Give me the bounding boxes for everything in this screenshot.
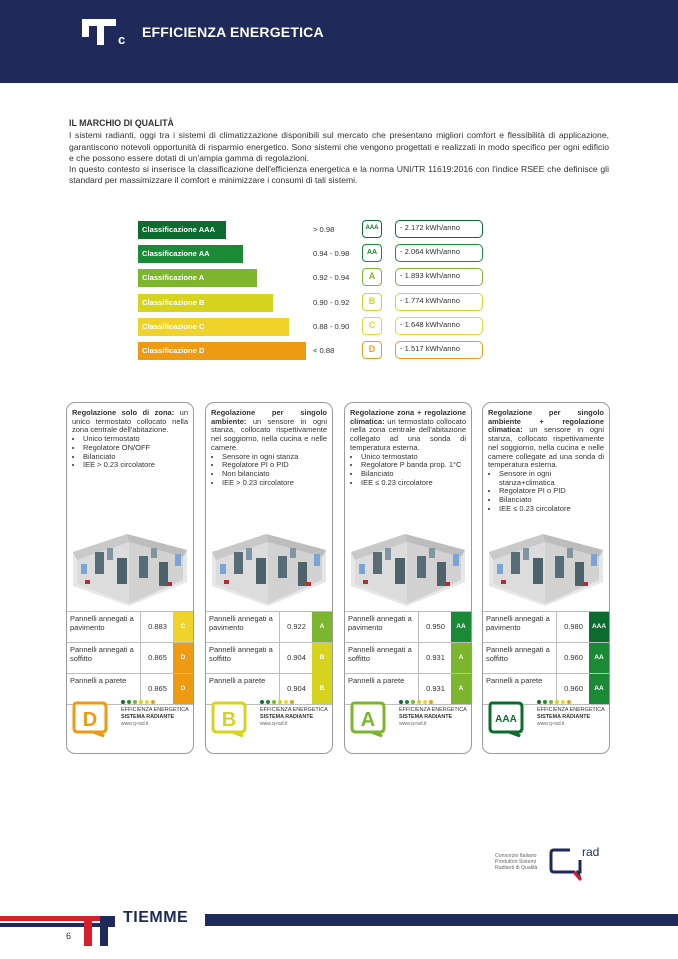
efficiency-value: 0.931 [418, 643, 452, 673]
intro-paragraph-1: I sistemi radianti, oggi tra i sistemi di climatizzazione disponibili sul mercato che presentano migliori comfort e flessibilità di applicazione, garantiscono notevoli opportunità di risparmio energetico. Sono sistemi che vengono progettati e realizzati in modo specifico per ogni edificio e che possono essere dotati di un'ampia gamma di regolazioni. [69, 130, 609, 163]
classification-bar: Classificazione AA [138, 245, 243, 263]
performance-table [67, 611, 193, 705]
performance-row [206, 611, 332, 642]
class-badge: AA [451, 612, 471, 642]
class-badge: A [451, 643, 471, 673]
class-badge-icon: AA [362, 244, 382, 262]
qrad-line-1: Consorzio Italiano [495, 853, 537, 859]
card-list-item: • Bilanciato [361, 470, 466, 479]
efficiency-value: 0.865 [140, 643, 174, 673]
class-badge: C [173, 612, 193, 642]
card-desc [211, 409, 327, 453]
card-list [350, 453, 466, 488]
energy-label-letter: D [82, 709, 98, 731]
card-list-item: • Sensore in ogni stanza [222, 453, 327, 462]
classification-kwh: - 1.648 kWh/anno [395, 317, 483, 335]
label-line-1: EFFICIENZA ENERGETICA [537, 707, 605, 713]
classification-row [138, 291, 498, 315]
performance-table [483, 611, 609, 705]
energy-label [349, 699, 469, 739]
class-badge: A [451, 674, 471, 704]
class-badge-icon: C [362, 317, 382, 335]
performance-table [206, 611, 332, 705]
panel-type-label: Pannelli annegati a soffitto [209, 645, 273, 663]
regulation-card [344, 402, 472, 754]
house-illustration-icon [483, 520, 609, 613]
panel-type-label: Pannelli annegati a soffitto [70, 645, 134, 663]
efficiency-value: 0.960 [556, 674, 590, 704]
class-badge-icon: A [362, 268, 382, 286]
card-list-item: • Sensore in ogni stanza+climatica [499, 470, 604, 487]
intro-title: IL MARCHIO DI QUALITÀ [69, 118, 174, 128]
card-desc-text: un sensore in ogni stanza, collocato rispettivamente nel soggiorno, nella cucina e nelle camere. [211, 416, 327, 452]
label-url: www.q-rad.it [537, 721, 565, 727]
footer-brand: TIEMME [123, 909, 189, 926]
classification-kwh: - 1.517 kWh/anno [395, 341, 483, 359]
qrad-logo-icon [548, 842, 612, 882]
performance-table [345, 611, 471, 705]
class-badge: AA [589, 674, 609, 704]
classification-bar: Classificazione D [138, 342, 306, 360]
card-description [488, 409, 604, 513]
page-number: 6 [66, 931, 72, 941]
efficiency-value: 0.980 [556, 612, 590, 642]
card-desc [350, 409, 466, 453]
page-title: EFFICIENZA ENERGETICA [142, 24, 324, 40]
label-line-2: SISTEMA RADIANTE [537, 714, 591, 720]
efficiency-value: 0.931 [418, 674, 452, 704]
class-badge: A [312, 612, 332, 642]
intro-paragraph-2: In questo contesto si inserisce la classificazione dell'efficienza energetica e la norma UNI/TR 11619:2016 con l'indice RSEE che definisce gli standard per massimizzare il comfort e minimizzare i consumi di tali sistemi. [69, 164, 609, 186]
class-badge: AAA [589, 612, 609, 642]
card-title: Regolazione per singolo ambiente + regolazione climatica: [488, 408, 604, 435]
classification-row [138, 339, 498, 363]
energy-label-letter: AAA [495, 714, 517, 725]
classification-kwh: - 2.172 kWh/anno [395, 220, 483, 238]
tc-logo-icon [80, 17, 130, 47]
label-line-2: SISTEMA RADIANTE [121, 714, 175, 720]
card-description [72, 409, 188, 470]
label-dots-icon [399, 700, 433, 704]
house-illustration-icon [206, 520, 332, 613]
card-list [211, 453, 327, 488]
card-list-item: • IEE ≤ 0.23 circolatore [361, 479, 466, 488]
performance-row [483, 642, 609, 673]
panel-type-label: Pannelli annegati a pavimento [209, 614, 273, 632]
card-desc [488, 409, 604, 470]
classification-bar: Classificazione B [138, 294, 273, 312]
card-title: Regolazione per singolo ambiente: [211, 408, 327, 426]
performance-row [67, 611, 193, 642]
classification-range: 0.88 - 0.90 [313, 321, 350, 331]
classification-kwh: - 1.893 kWh/anno [395, 268, 483, 286]
classification-bar: Classificazione A [138, 269, 257, 287]
qrad-line-3: Radianti di Qualità [495, 865, 538, 872]
performance-row [345, 642, 471, 673]
card-title: Regolazione solo di zona: [72, 408, 175, 417]
classification-range: 0.94 - 0.98 [313, 249, 350, 259]
panel-type-label: Pannelli annegati a soffitto [348, 645, 412, 663]
qrad-logo-text: rad [582, 845, 600, 859]
panel-type-label: Pannelli annegati a pavimento [70, 614, 134, 632]
label-url: www.q-rad.it [399, 721, 427, 727]
footer-stripe [0, 910, 678, 950]
efficiency-value: 0.922 [279, 612, 313, 642]
energy-label-letter: A [360, 709, 376, 731]
card-list [72, 435, 188, 470]
classification-range: 0.90 - 0.92 [313, 297, 350, 307]
card-list-item: • Bilanciato [499, 496, 604, 505]
panel-type-label: Pannelli a parete [486, 676, 543, 685]
card-list-item: • IEE > 0.23 circolatore [83, 461, 188, 470]
card-list-item: • Regolatore PI o PID [222, 461, 327, 470]
class-badge: D [173, 674, 193, 704]
classification-bar: Classificazione C [138, 318, 289, 336]
classification-row [138, 242, 498, 266]
intro-section [69, 118, 609, 187]
card-desc-text: un termostato collocato nella zona centrale dell'abitazione collegato ad una sonda di temperatura esterna. [350, 416, 466, 452]
card-title: Regolazione zona + regolazione climatica: [350, 408, 466, 426]
panel-type-label: Pannelli a parete [348, 676, 405, 685]
card-desc-text: un sensore in ogni stanza, collocato rispettivamente nel soggiorno, nella cucina e nelle camere collegate ad una sonda di temperatura esterna. [488, 425, 604, 470]
classification-row [138, 315, 498, 339]
class-badge-icon: B [362, 293, 382, 311]
card-desc [72, 409, 188, 435]
energy-label [71, 699, 191, 739]
energy-label-icon [349, 701, 387, 737]
classification-bar: Classificazione AAA [138, 221, 226, 239]
card-list-item: • Unico termostato [361, 453, 466, 462]
class-badge-icon: D [362, 341, 382, 359]
label-url: www.q-rad.it [121, 721, 149, 727]
card-description [211, 409, 327, 487]
class-badge-icon: AAA [362, 220, 382, 238]
classification-row [138, 218, 498, 242]
page-header [0, 0, 678, 83]
energy-label-icon [487, 701, 525, 737]
classification-row [138, 266, 498, 290]
label-line-1: EFFICIENZA ENERGETICA [260, 707, 328, 713]
label-line-2: SISTEMA RADIANTE [399, 714, 453, 720]
card-list-item: • Regolatore P banda prop. 1°C [361, 461, 466, 470]
energy-label [210, 699, 330, 739]
card-desc-text: un unico termostato collocato nella zona centrale dell'abitazione. [72, 408, 188, 435]
classification-range: < 0.88 [313, 345, 335, 355]
logo-letter: c [118, 32, 126, 47]
label-dots-icon [121, 700, 155, 704]
qrad-line-2: Produttori Sistemi [495, 859, 536, 866]
panel-type-label: Pannelli annegati a pavimento [486, 614, 550, 632]
classification-kwh: - 1.774 kWh/anno [395, 293, 483, 311]
label-url: www.q-rad.it [260, 721, 288, 727]
house-illustration-icon [345, 520, 471, 613]
qrad-description [495, 853, 537, 872]
label-line-1: EFFICIENZA ENERGETICA [399, 707, 467, 713]
label-line-2: SISTEMA RADIANTE [260, 714, 314, 720]
regulation-card [482, 402, 610, 754]
class-badge: B [312, 643, 332, 673]
house-illustration-icon [67, 520, 193, 613]
card-list-item: • IEE > 0.23 circolatore [222, 479, 327, 488]
label-dots-icon [260, 700, 294, 704]
regulation-card [66, 402, 194, 754]
performance-row [483, 611, 609, 642]
classification-kwh: - 2.064 kWh/anno [395, 244, 483, 262]
panel-type-label: Pannelli a parete [209, 676, 266, 685]
energy-label-letter: B [221, 709, 237, 731]
efficiency-value: 0.904 [279, 674, 313, 704]
classification-range: 0.92 - 0.94 [313, 273, 350, 283]
performance-row [345, 611, 471, 642]
classification-range: > 0.98 [313, 225, 335, 234]
card-description [350, 409, 466, 487]
panel-type-label: Pannelli annegati a pavimento [348, 614, 412, 632]
efficiency-value: 0.865 [140, 674, 174, 704]
card-list-item: • Regolatore ON/OFF [83, 444, 188, 453]
card-list-item: • IEE ≤ 0.23 circolatore [499, 505, 604, 514]
panel-type-label: Pannelli annegati a soffitto [486, 645, 550, 663]
efficiency-value: 0.883 [140, 612, 174, 642]
performance-row [67, 642, 193, 673]
regulation-card [205, 402, 333, 754]
panel-type-label: Pannelli a parete [70, 676, 127, 685]
label-line-1: EFFICIENZA ENERGETICA [121, 707, 189, 713]
classification-table [138, 218, 498, 363]
card-list-item: • Unico termostato [83, 435, 188, 444]
efficiency-value: 0.950 [418, 612, 452, 642]
energy-label [487, 699, 607, 739]
card-list-item: • Bilanciato [83, 453, 188, 462]
efficiency-value: 0.960 [556, 643, 590, 673]
class-badge: D [173, 643, 193, 673]
card-list-item: • Non bilanciato [222, 470, 327, 479]
performance-row [206, 642, 332, 673]
energy-label-icon [210, 701, 248, 737]
label-dots-icon [537, 700, 571, 704]
card-list [488, 470, 604, 514]
class-badge: AA [589, 643, 609, 673]
class-badge: B [312, 674, 332, 704]
card-list-item: • Regolatore PI o PID [499, 487, 604, 496]
energy-label-icon [71, 701, 109, 737]
efficiency-value: 0.904 [279, 643, 313, 673]
